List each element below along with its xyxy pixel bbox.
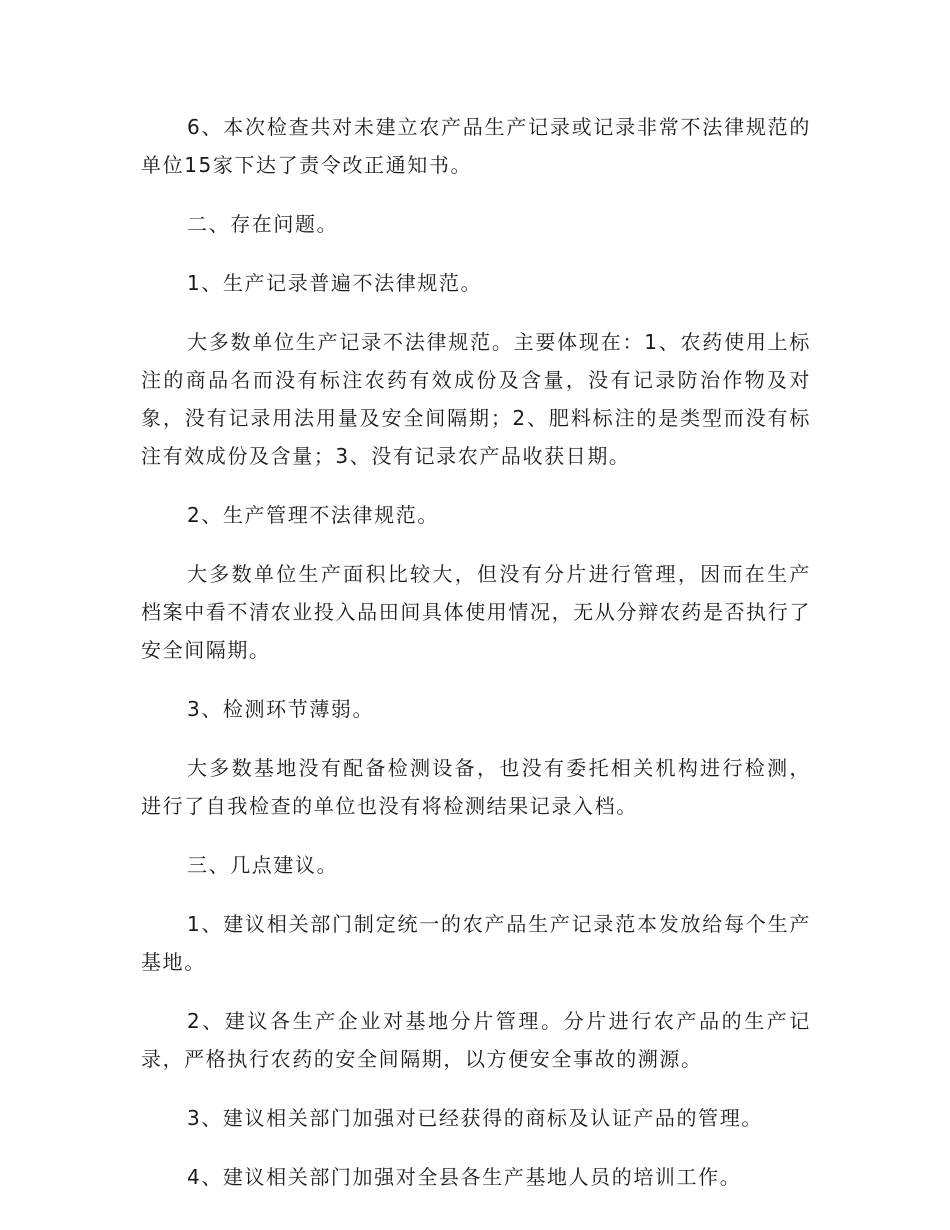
subheading-records-irregular: 1、生产记录普遍不法律规范。 — [187, 271, 483, 295]
document-body — [141, 108, 811, 1217]
suggestion-2: 2、建议各生产企业对基地分片管理。分片进行农产品的生产记录，严格执行农药的安全间隔期，以方便安全事故的溯源。 — [141, 1009, 811, 1071]
paragraph-records-details: 大多数单位生产记录不法律规范。主要体现在：1、农药使用上标注的商品名而没有标注农药有效成份及含量，没有记录防治作物及对象，没有记录用法用量及安全间隔期；2、肥料标注的是类型而没有标注有效成份及含量；3、没有记录农产品收获日期。 — [141, 330, 811, 468]
paragraph-testing-details: 大多数基地没有配备检测设备，也没有委托相关机构进行检测，进行了自我检查的单位也没有将检测结果记录入档。 — [141, 756, 811, 818]
suggestion-3: 3、建议相关部门加强对已经获得的商标及认证产品的管理。 — [187, 1106, 763, 1130]
subheading-testing-weak: 3、检测环节薄弱。 — [187, 697, 375, 721]
paragraph-management-details: 大多数单位生产面积比较大，但没有分片进行管理，因而在生产档案中看不清农业投入品田间具体使用情况，无从分辩农药是否执行了安全间隔期。 — [141, 562, 811, 662]
heading-suggestions: 三、几点建议。 — [187, 853, 339, 877]
suggestion-4: 4、建议相关部门加强对全县各生产基地人员的培训工作。 — [187, 1165, 742, 1189]
subheading-management-irregular: 2、生产管理不法律规范。 — [187, 503, 439, 527]
paragraph-inspection-result: 6、本次检查共对未建立农产品生产记录或记录非常不法律规范的单位15家下达了责令改正通知书。 — [141, 115, 811, 177]
heading-problems: 二、存在问题。 — [187, 212, 339, 236]
suggestion-1: 1、建议相关部门制定统一的农产品生产记录范本发放给每个生产基地。 — [141, 912, 811, 974]
